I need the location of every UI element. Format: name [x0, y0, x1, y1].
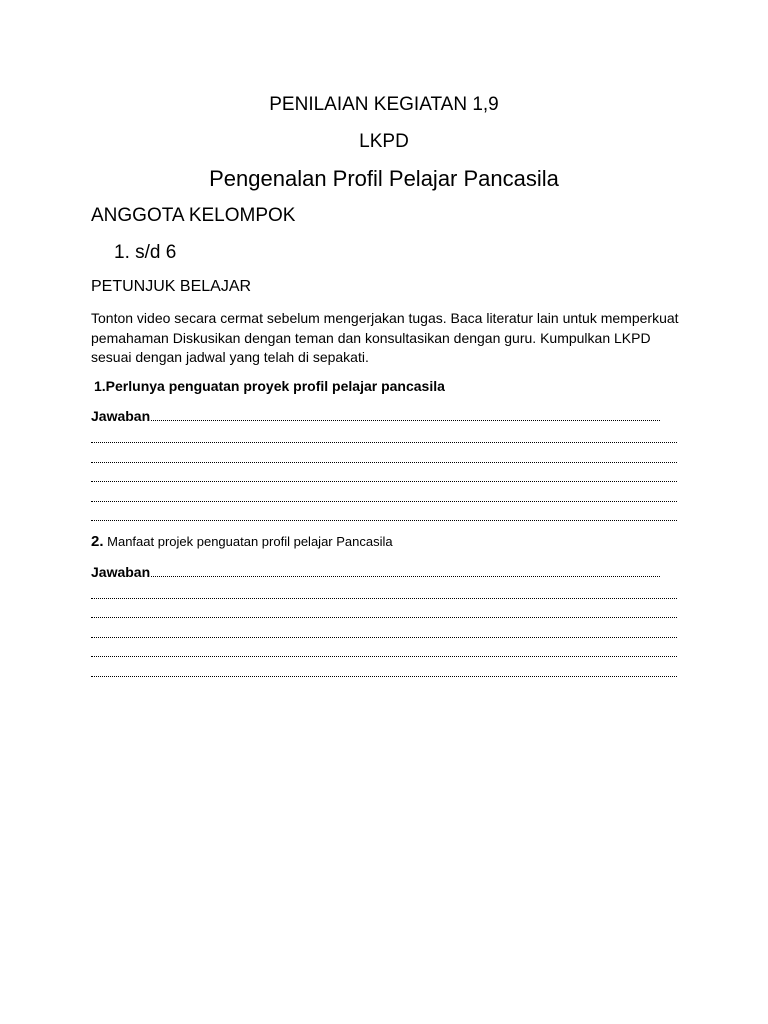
answer-2-dotted-line-1 [91, 596, 677, 599]
answer-1-label: Jawaban [91, 408, 151, 424]
answer-2-dotted-line-4 [91, 654, 677, 657]
question-2-number: 2. [91, 533, 104, 550]
member-range: 1. s/d 6 [114, 242, 177, 263]
assessment-heading: PENILAIAN KEGIATAN 1,9 [269, 94, 499, 115]
answer-2-dotted-line-2 [91, 615, 677, 618]
answer-2-dotted-line-5 [91, 674, 677, 677]
answer-1-dotted-line-5 [91, 518, 677, 521]
worksheet-title: Pengenalan Profil Pelajar Pancasila [209, 166, 559, 191]
worksheet-type-heading: LKPD [359, 131, 409, 152]
answer-2-inline-dotted-line [151, 565, 660, 577]
answer-1-dotted-line-4 [91, 499, 677, 502]
answer-1-dotted-line-3 [91, 479, 677, 482]
answer-1-dotted-line-1 [91, 440, 677, 443]
answer-1-dotted-line-2 [91, 460, 677, 463]
group-members-heading: ANGGOTA KELOMPOK [91, 205, 296, 226]
learning-instructions-text: Tonton video secara cermat sebelum mengerjakan tugas. Baca literatur lain untuk memperkuat pemahaman Diskusikan dengan teman dan konsultasikan dengan guru. Kumpulkan LKPD sesuai dengan jadwal yang telah di sepakati. [91, 310, 679, 366]
answer-2-line [91, 564, 660, 580]
answer-1-inline-dotted-line [151, 409, 660, 421]
learning-instructions-heading: PETUNJUK BELAJAR [91, 278, 252, 295]
question-1: 1.Perlunya penguatan proyek profil pelajar pancasila [94, 378, 445, 394]
answer-1-line [91, 408, 660, 424]
answer-2-label: Jawaban [91, 564, 151, 580]
answer-2-dotted-line-3 [91, 635, 677, 638]
question-2 [91, 533, 393, 550]
question-2-text: Manfaat projek penguatan profil pelajar Pancasila [107, 534, 393, 549]
